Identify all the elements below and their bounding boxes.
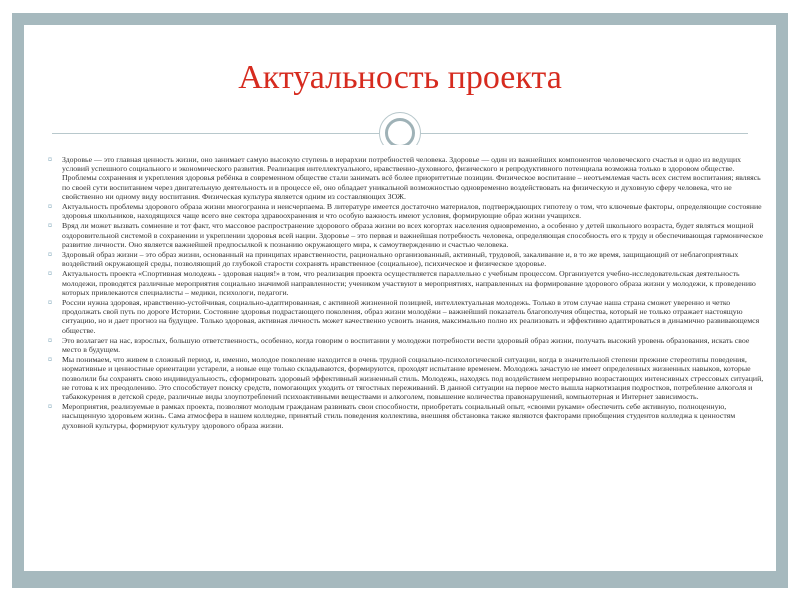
bullet-marker-icon: ¤ [48,250,52,260]
bullet-paragraph-5 [48,269,766,297]
paragraph-text: Мы понимаем, что живем в сложный период, и, именно, молодое поколение находится в очень трудной социально-психологической ситуации, когда в значительной степени прежние стереотипы поведения, нормативные и ценностные ориентации устарели, а новые еще только складываются, формируются, проходят испытание временем. Молодежь зачастую не имеет определенных жизненных навыков, которые позволили бы сохранять свою индивидуальность, сформировать здоровый эффективный жизненный стиль. Молодежь, находясь под воздействием непрерывно возрастающих интенсивных стрессовых ситуаций, не готова к их преодолению. Это способствует поиску средств, помогающих уходить от тягостных переживаний. В данной ситуации на первое место вышла наркотизация подростков, потребление алкоголя и табакокурения в детской среде, различные виды злоупотреблений психоактивными веществами и алкоголем, повышение количества правонарушений, компьютерная и Интернет зависимость. [62,355,764,402]
paragraph-text: Актуальность проблемы здорового образа жизни многогранна и неисчерпаема. В литературе имеется достаточно материалов, подтверждающих гипотезу о том, что ключевые факторы, определяющие состояние здоровья школьников, находящихся чаще всего вне сектора здравоохранения и что особую важность имеют условия, формирующие образ жизни учащихся. [62,202,762,221]
bullet-paragraph-3 [48,221,766,249]
bullet-marker-icon: ¤ [48,269,52,279]
slide-title: Актуальность проекта [238,59,562,96]
paragraph-text: Вряд ли может вызвать сомнение и тот факт, что массовое распространение здорового образа жизни во всех когортах населения одновременно, а особенно у детей школьного возраста, будет являться мощной оздоровительной системой в сохранении и укреплении здоровья всей нации. Здоровье – это первая и важнейшая потребность человека, определяющая способность его к труду и обеспечивающая гармоническое развитие личности. Оно является важнейшей предпосылкой к познанию окружающего мира, к самоутверждению и счастью человека. [62,221,764,249]
title-area [24,25,776,135]
slide-frame [12,13,788,588]
paragraph-text: Здоровый образ жизни – это образ жизни, основанный на принципах нравственности, рационально организованный, активный, трудовой, закаливание и, в то же время, защищающий от неблагоприятных воздействий окружающей среды, позволяющий до глубокой старости сохранять нравственное (социальное), психическое и физическое здоровье. [62,250,739,269]
bullet-paragraph-6 [48,298,766,335]
bullet-marker-icon: ¤ [48,402,52,412]
paragraph-text: России нужна здоровая, нравственно-устойчивая, социально-адаптированная, с активной жизненной позицией, интеллектуальная молодежь. Только в этом случае наша страна сможет уверенно и четко продолжать свой путь по дороге Истории. Состояние здоровья подрастающего поколения, образ жизни молодёжи – важнейший показатель благополучия общества, который не только отражает настоящую ситуацию, но и дает прогноз на будущее. Только здоровая, активная личность может качественно усвоить знания, максимально полно их реализовать и эффективно адаптироваться в динамично развивающемся обществе. [62,298,760,335]
paragraph-text: Актуальность проекта «Спортивная молодежь - здоровая нация!» в том, что реализация проекта осуществляется параллельно с учебным процессом. Организуется учебно-исследовательская деятельность молодежи, проводятся различные мероприятия социально значимой направленности; учеником участвуют в мероприятиях, направленных на формирование здорового образа жизни у молодежи, к проведению которых привлекаются специалисты – медики, психологи, педагоги. [62,269,756,297]
bullet-marker-icon: ¤ [48,155,52,164]
bullet-paragraph-9 [48,402,766,430]
bullet-marker-icon: ¤ [48,202,52,212]
bullet-paragraph-4 [48,250,766,268]
bullet-paragraph-7 [48,336,766,354]
slide [24,25,776,571]
bullet-paragraph-8 [48,355,766,401]
bullet-marker-icon: ¤ [48,298,52,308]
bullet-list [48,155,766,431]
bullet-paragraph-1 [48,155,766,201]
bullet-paragraph-2 [48,202,766,220]
content-area [24,145,776,571]
paragraph-text: Это возлагает на нас, взрослых, большую ответственность, особенно, когда говорим о воспитании у молодежи потребности вести здоровый образ жизни, получать высокий уровень образования, искать свое место в будущем. [62,335,750,355]
bullet-marker-icon: ¤ [48,221,52,231]
bullet-marker-icon: ¤ [48,355,52,365]
bullet-marker-icon: ¤ [48,335,52,345]
paragraph-text: Здоровье — это главная ценность жизни, оно занимает самую высокую ступень в иерархии потребностей человека. Здоровье — один из важнейших компонентов человеческого счастья и одно из ведущих условий успешного социального и экономического развития. Реализация интеллектуального, нравственно-духовного, физического и репродуктивного потенциала возможна только в здоровом обществе. Проблемы сохранения и укрепления здоровья ребёнка в современном обществе стали занимать всё более приоритетные позиции. Физическое воспитание – неотъемлемая часть всех систем воспитания; являясь по своей сути воспитанием через двигательную деятельность и в процессе её, оно обладает уникальной возможностью одновременно воздействовать на физическую и духовную сферу человека, что не свойственно ни одному виду воспитания. Физическая культура является одним из составляющих ЗОЖ. [62,155,761,201]
paragraph-text: Мероприятия, реализуемые в рамках проекта, позволяют молодым гражданам развивать свои способности, приобретать социальный опыт, «своими руками» обеспечить себе активную, полноценную, насыщенную здоровьем жизнь. Сама атмосфера в нашем колледже, принятый стиль поведения коллектива, внешняя обстановка также являются факторами приобщения студентов колледжа к ценностям духовной культуры, формируют культуру здорового образа жизни. [62,402,736,430]
